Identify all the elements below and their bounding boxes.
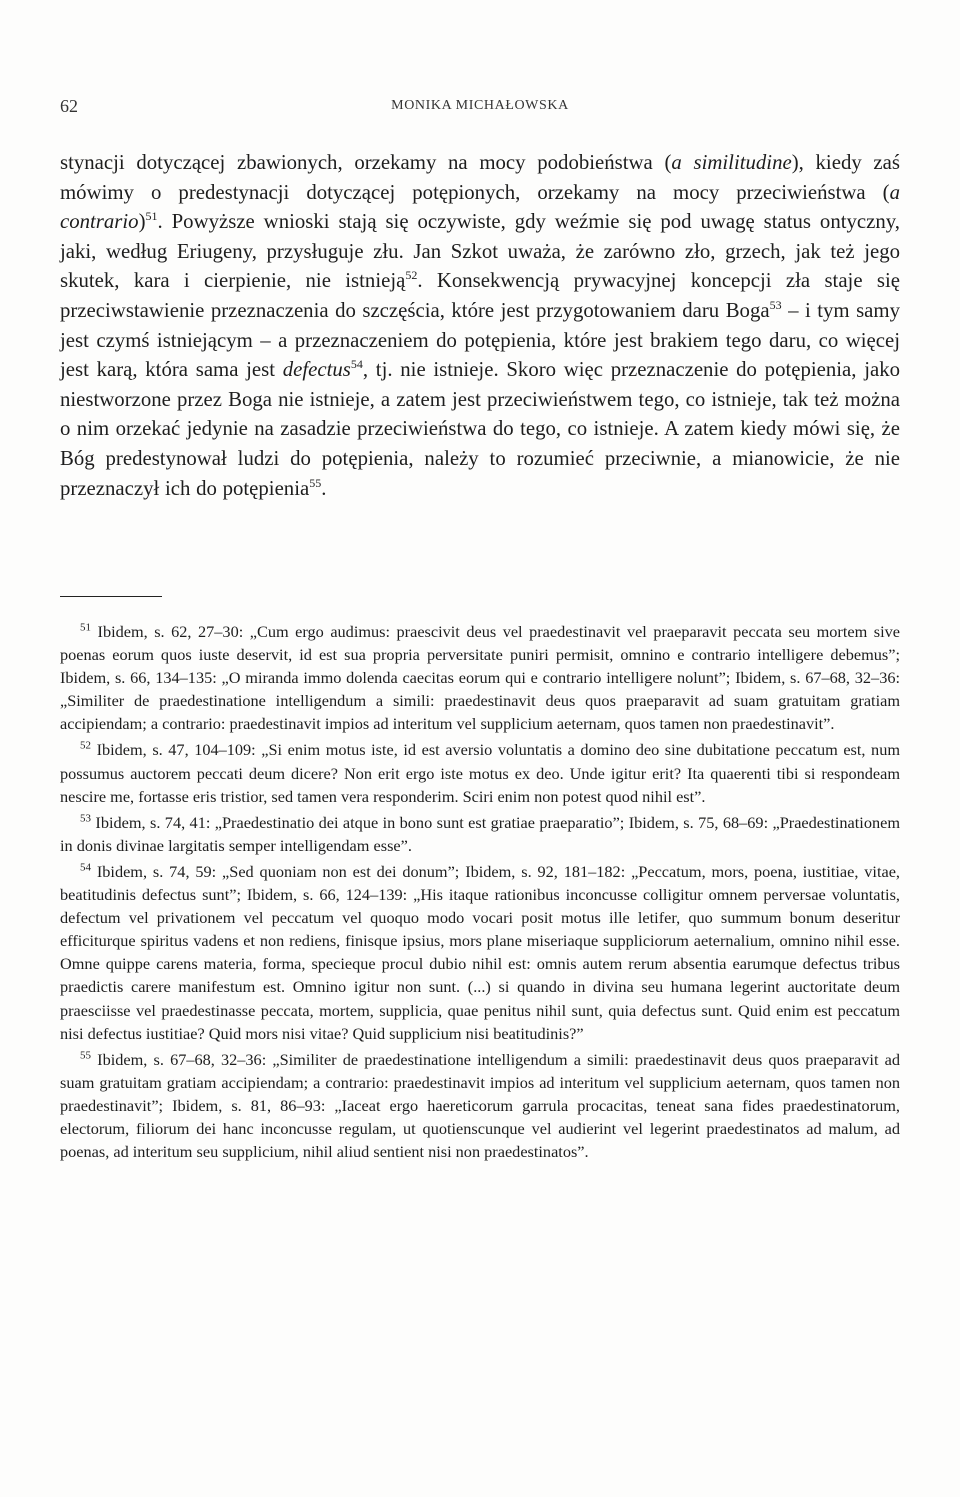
body-text: . [321, 476, 327, 500]
footnote-ref-52[interactable]: 52 [405, 268, 418, 283]
footnote-text: Ibidem, s. 62, 27–30: „Cum ergo audimus: praescivit deus vel praedestinavit vel praeparavit peccata seu mortem sive poenas eorum quos iuste deservit, id est sua propria perversitate puniri permisit, omnino e contrario intelligere debemus”; Ibidem, s. 66, 134–135: „O miranda immo dolenda caecitas eorum qui e contrario intelligere nolunt”; Ibidem, s. 67–68, 32–36: „Similiter de praedestinatione intelligendum a simili: praedestinavit deus quos praeparavit ad suam gratuitam gratiam accipiendam; a contrario: praedestinavit impios ad interitum vel supplicium aeternam, quos tamen non praedestinavit”. [60, 622, 900, 734]
footnote-ref-53[interactable]: 53 [769, 298, 782, 313]
footnotes [60, 620, 900, 1166]
footnote-number: 55 [80, 1049, 91, 1062]
body-text: , tj. nie istnieje. Skoro więc przeznaczenie do potępienia, jako niestworzone przez Boga nie istnieje, a zatem jest przeciwieństwem tego, co istnieje, tak też można o nim orzekać jedynie na zasadzie przeciwieństwa do tego, co istnieje. A zatem kiedy mówi się, że Bóg predestynował ludzi do potępienia, należy to rozumieć przeciwnie, a mianowicie, że nie przeznaczył ich do potępienia [60, 358, 901, 500]
footnote-ref-51[interactable]: 51 [145, 209, 158, 224]
footnote-number: 52 [80, 740, 91, 753]
body-paragraph [60, 148, 900, 503]
running-head: MONIKA MICHAŁOWSKA [391, 98, 569, 113]
footnote-text: Ibidem, s. 47, 104–109: „Si enim motus iste, id est aversio voluntatis a domino deo sine dubitatione peccatum est, num possumus auctorem peccati deum dicere? Non erit ergo iste motus ex deo. Unde igitur erit? Ita quaerenti tibi si respondeam nescire me, fortasse eris tristior, sed tamen vera responderim. Sciri enim non potest quod nihil est”. [60, 740, 900, 806]
footnote-number: 54 [80, 861, 91, 874]
page-header [60, 96, 900, 120]
footnote-number: 51 [80, 621, 91, 634]
body-text: ) [138, 210, 146, 234]
footnote-ref-54[interactable]: 54 [350, 357, 363, 372]
footnote-text: Ibidem, s. 67–68, 32–36: „Similiter de praedestinatione intelligendum a simili: praedestinavit deus quos praeparavit ad suam gratuitam gratiam accipiendam; a contrario: praedestinavit impios ad interitum vel supplicium aeternam, quos tamen non praedestinavit”; Ibidem, s. 81, 86–93: „Iaceat ergo haereticorum garrula procacitas, teneat sana fides praedestinatorum, electorum, filiorum dei hanc inconcusse regulam, ut quotienscunque vel audierint vel legerint praedestinatos ad malum, ad poenas, ad interitum seu supplicium, nihil aliud sentient nisi non praedestinatos”. [60, 1049, 900, 1162]
body-text: ), kiedy zaś mówimy o predestynacji dotyczącej potępionych, orzekamy na mocy przeciwieństwa ( [60, 151, 900, 204]
footnote-51 [60, 620, 900, 735]
footnote-53 [60, 811, 900, 857]
page-number: 62 [60, 96, 78, 116]
latin-term: defectus [282, 358, 351, 382]
latin-term: a contrario [60, 180, 900, 234]
body-text: . Konsekwencją prywacyjnej koncepcji zła staje się przeciwstawienie przeznaczenia do szczęścia, które jest przygotowaniem daru Boga [60, 269, 900, 322]
footnote-52 [60, 738, 900, 807]
footnote-54 [60, 860, 900, 1045]
footnote-ref-55[interactable]: 55 [309, 475, 322, 490]
body-text: . Powyższe wnioski stają się oczywiste, gdy weźmie się pod uwagę status ontyczny, jaki, według Eriugeny, przysługuje złu. Jan Szkot uważa, że zarówno zło, grzech, jak też jego skutek, kara i cierpienie, nie istnieją [60, 210, 900, 293]
latin-term: a similitudine [671, 151, 792, 174]
footnote-55 [60, 1048, 900, 1163]
footnote-divider [60, 596, 162, 597]
body-text: – i tym samy jest czymś istniejącym – a przeznaczeniem do potępienia, które jest brakiem tego daru, co więcej jest karą, która sama jest [60, 298, 900, 382]
footnote-text: Ibidem, s. 74, 41: „Praedestinatio dei atque in bono sunt est gratiae praeparatio”; Ibidem, s. 75, 68–69: „Praedestinationem in donis divinae largitatis semper intelligendam esse”. [60, 812, 900, 855]
footnote-number: 53 [80, 812, 91, 825]
body-text: stynacji dotyczącej zbawionych, orzekamy na mocy podobieństwa ( [60, 151, 672, 174]
footnote-text: Ibidem, s. 74, 59: „Sed quoniam non est dei donum”; Ibidem, s. 92, 181–182: „Peccatum, mors, poena, iustitiae, vitae, beatitudinis defectus sunt”; Ibidem, s. 66, 124–139: „His itaque rationibus inconcusse colligitur omnem perversae voluntatis, defectum vel privationem vel peccatum vel quoquo modo vocari posit motus ille letifer, quo summum bonum deseritur efficiturque spiritus vadens et non rediens, finisque ipsius, mors plane miseriaque suppliciorum aeternalium, omnino nihil esse. Omne quippe carens materia, forma, specieque procul dubio nihil est: omnis autem rerum absentia earumque defectus tribus praedictis carere manifestum est. Omnino igitur non sunt. (...) si quando in divina seu humana legerint auctoritate deum praesciisse vel praedestinasse peccata, mortem, supplicia, quae penitus nihil sunt, quia defectus sunt. Quid enim est peccatum nisi defectus iustitiae? Quid mors nisi vitae? Quid supplicium nisi beatitudinis?” [60, 861, 900, 1043]
